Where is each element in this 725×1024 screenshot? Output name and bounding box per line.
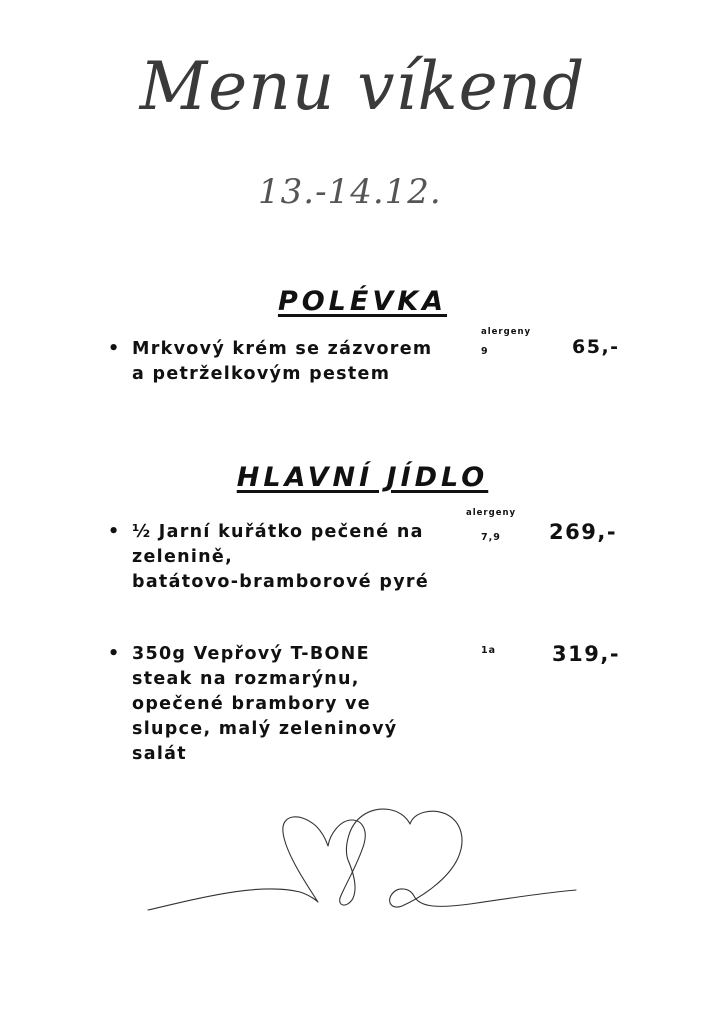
item-line: opečené brambory ve [132, 694, 371, 714]
section-heading-main: HLAVNÍ JÍDLO [236, 462, 489, 493]
menu-date: 13.-14.12. [258, 172, 442, 212]
bullet-icon: • [108, 339, 121, 359]
item-description [132, 642, 398, 767]
item-description [132, 337, 432, 387]
hearts-line-icon [0, 790, 725, 930]
allergens-label: alergeny [481, 327, 532, 337]
item-description [132, 520, 429, 595]
item-line: slupce, malý zeleninový [132, 719, 398, 739]
item-line: 350g Vepřový T-BONE [132, 644, 370, 664]
item-price: 269,- [549, 520, 618, 544]
allergens-label: alergeny [466, 508, 517, 518]
allergens-value: 7,9 [481, 532, 501, 543]
item-line: a petrželkovým pestem [132, 364, 391, 384]
allergens-value: 1a [481, 645, 497, 656]
menu-title: Menu víkend [139, 48, 586, 125]
item-line: salát [132, 744, 187, 764]
allergens-value: 9 [481, 346, 489, 357]
item-line: batátovo-bramborové pyré [132, 572, 429, 592]
item-line: steak na rozmarýnu, [132, 669, 360, 689]
item-price: 65,- [572, 336, 620, 358]
item-line: ½ Jarní kuřátko pečené na [132, 522, 424, 542]
item-line: Mrkvový krém se zázvorem [132, 339, 433, 359]
bullet-icon: • [108, 644, 121, 664]
item-price: 319,- [552, 642, 621, 666]
item-line: zelenině, [132, 547, 234, 567]
section-heading-soup: POLÉVKA [277, 286, 448, 317]
bullet-icon: • [108, 522, 121, 542]
